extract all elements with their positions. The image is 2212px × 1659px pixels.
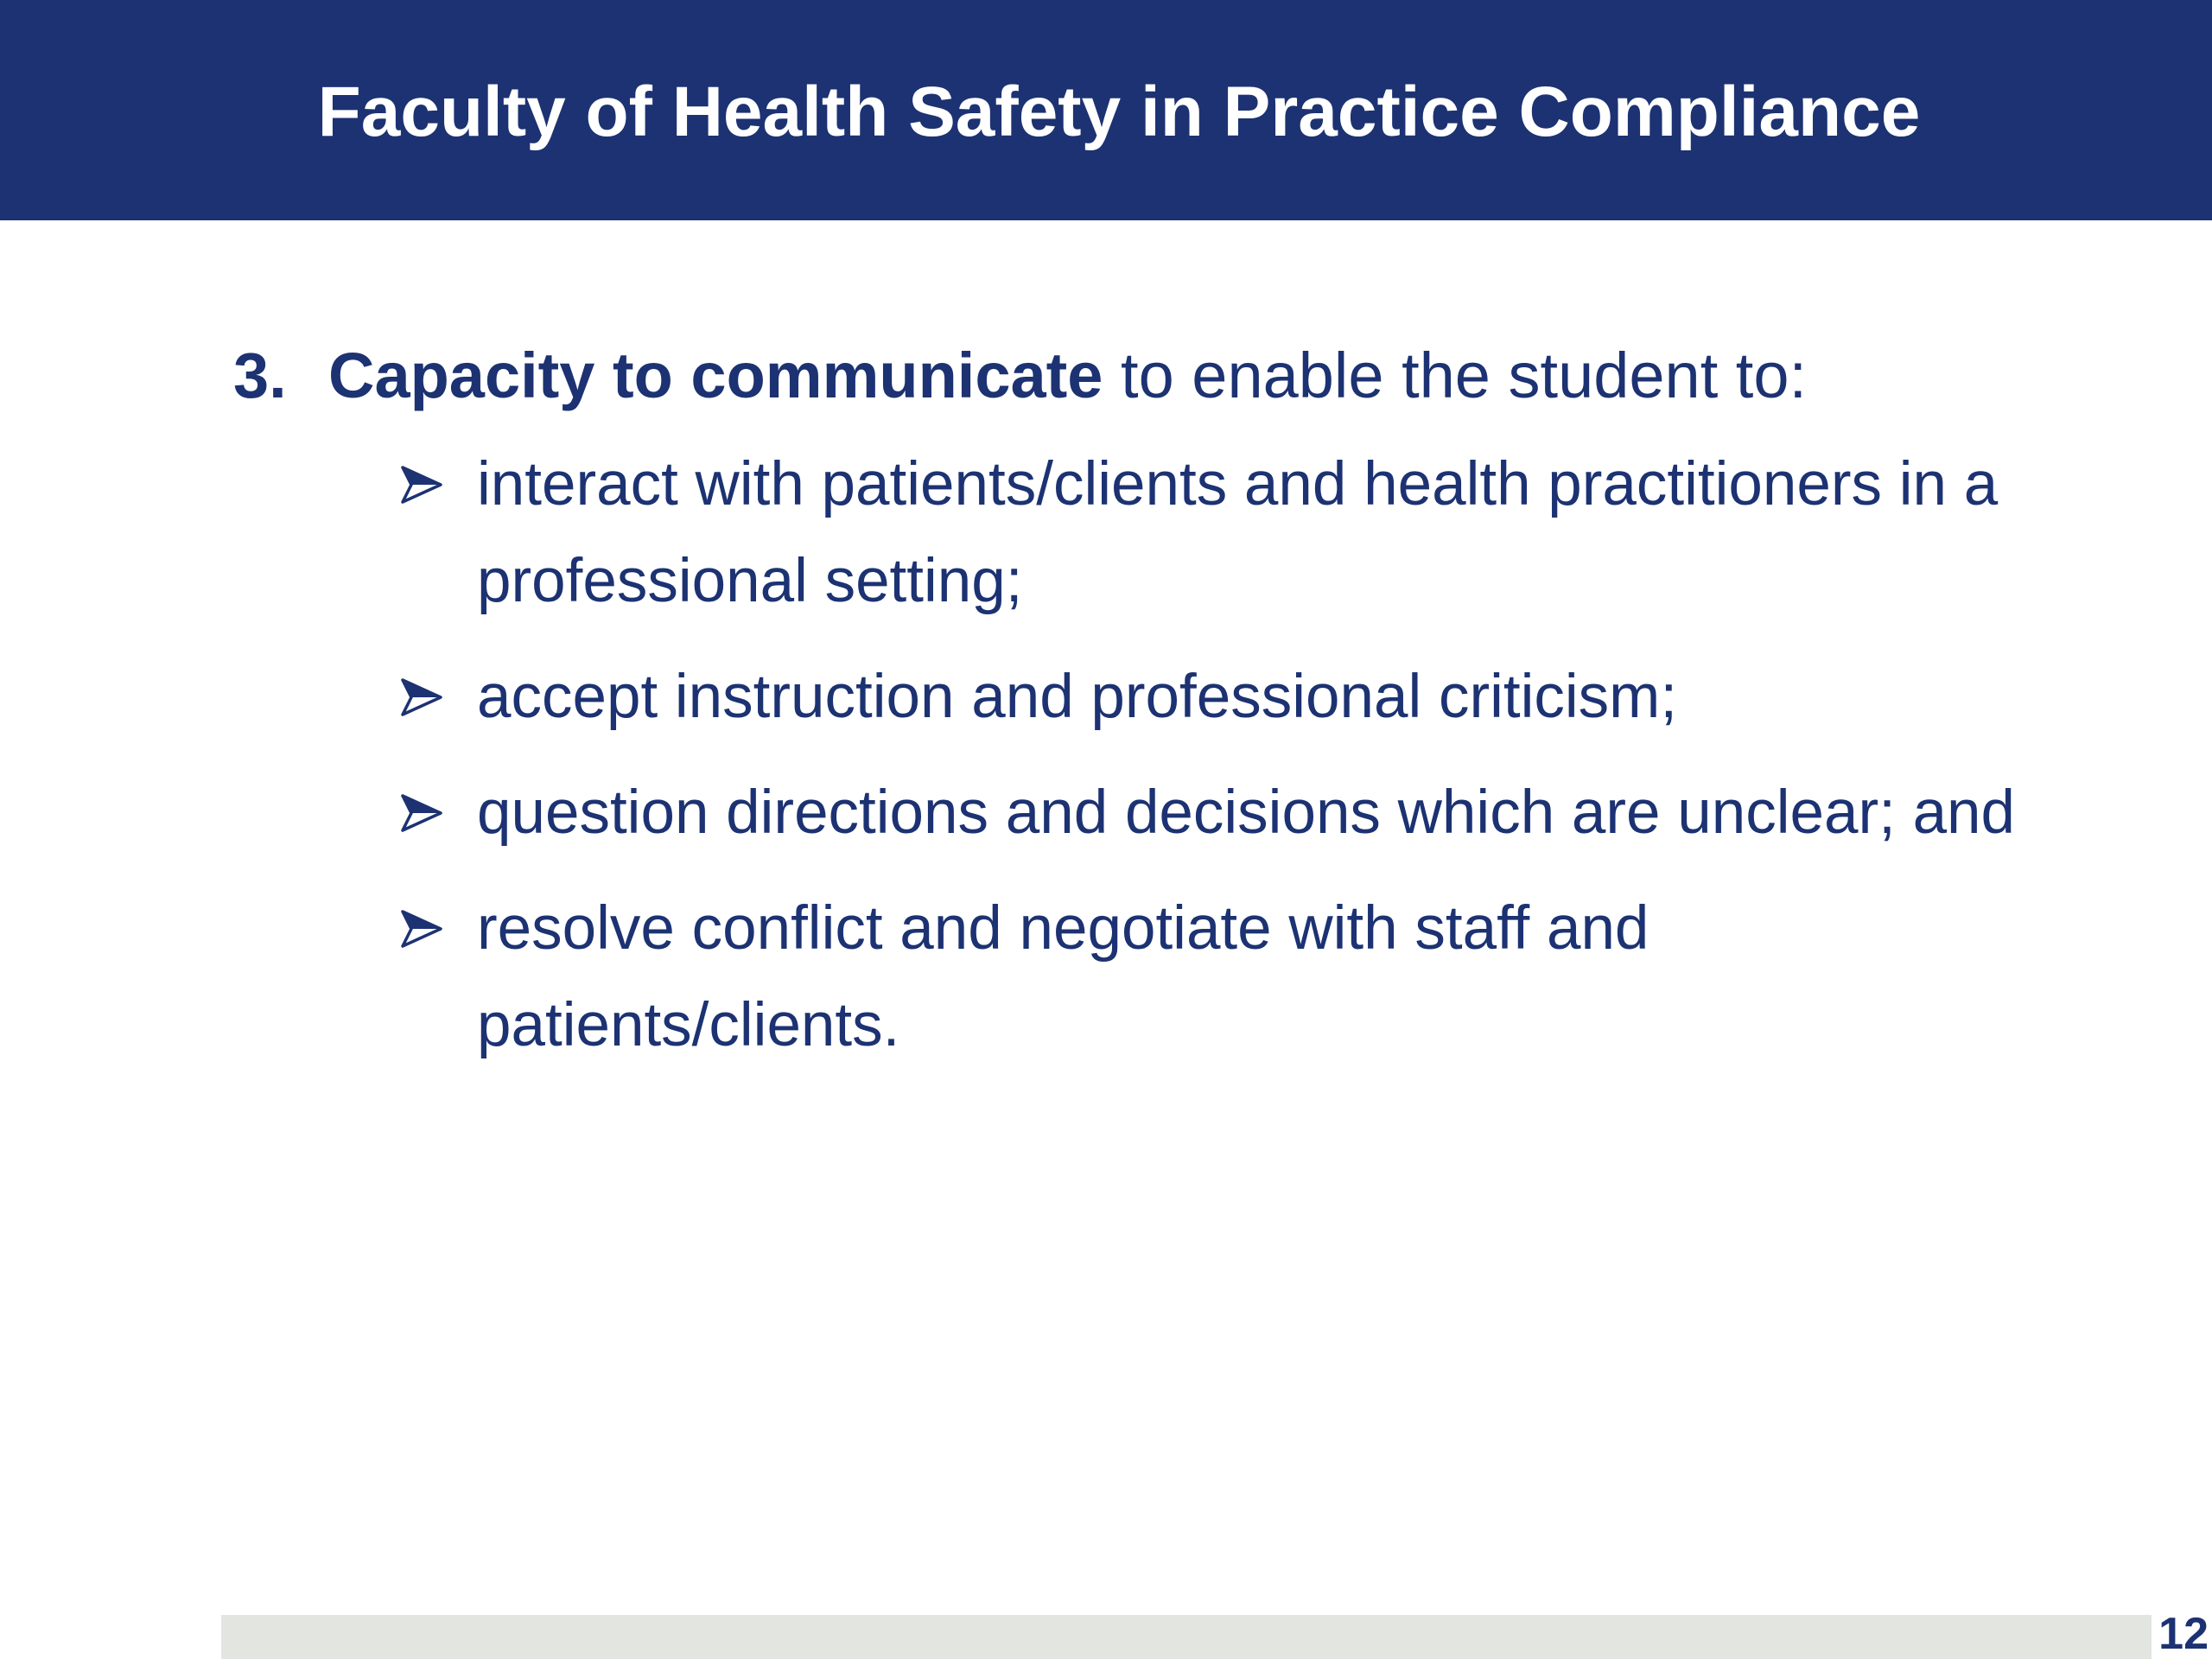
slide-title: Faculty of Health Safety in Practice Compliance bbox=[317, 73, 1921, 151]
numbered-item bbox=[233, 333, 2091, 419]
list-item bbox=[399, 880, 2067, 1074]
bullet-text: accept instruction and professional criticism; bbox=[477, 663, 1678, 731]
bullet-text: question directions and decisions which are unclear; and bbox=[477, 779, 2016, 847]
list-item bbox=[399, 436, 2067, 630]
footer-bar bbox=[221, 1615, 2152, 1659]
list-item bbox=[399, 649, 2067, 746]
bullet-text: resolve conflict and negotiate with staff and patients/clients. bbox=[477, 894, 1649, 1059]
arrowhead-bullet-icon bbox=[399, 436, 477, 533]
arrowhead-bullet-icon bbox=[399, 649, 477, 746]
list-item bbox=[399, 765, 2067, 861]
page-number: 12 bbox=[2158, 1609, 2209, 1659]
arrowhead-bullet-icon bbox=[399, 765, 477, 861]
arrowhead-bullet-icon bbox=[399, 880, 477, 977]
item-number: 3. bbox=[233, 340, 287, 411]
item-heading bbox=[328, 333, 1807, 419]
item-rest-text: to enable the student to: bbox=[1103, 340, 1808, 411]
bullet-text: interact with patients/clients and health practitioners in a professional setting; bbox=[477, 450, 1999, 615]
slide-content bbox=[233, 333, 2091, 1093]
bullet-list bbox=[399, 436, 2091, 1074]
item-bold-text: Capacity to communicate bbox=[328, 340, 1103, 411]
